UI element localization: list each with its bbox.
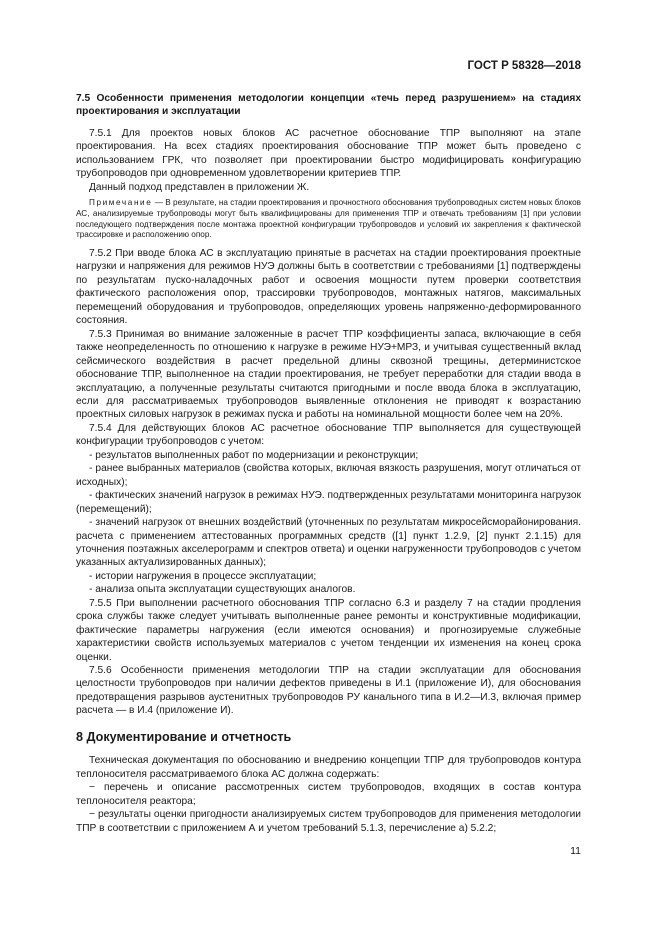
paragraph-7-5-2: 7.5.2 При вводе блока АС в эксплуатацию принятые в расчетах на стадии проектирования проектные нагрузки и напряжения для режимов НУЭ должны быть в соответствии с требованиями [1] подтверждены по результатам пуско-наладочных работ и освоения мощности путем проверки соответствия фактического расположения опор, трассировки трубопроводов, монтажных натягов, максимальных перемещений оборудования и трубопроводов, определяющих уровень напряженно-деформированного состояния. [76, 247, 581, 327]
note [76, 198, 581, 241]
paragraph-7-5-1-cont: Данный подход представлен в приложении Ж. [89, 181, 310, 193]
section-7-5-heading: 7.5 Особенности применения методологии концепции «течь перед разрушением» на стадиях проектирования и эксплуатации [76, 93, 581, 118]
note-label: Примечание [89, 198, 153, 208]
doc-code-header: ГОСТ Р 58328—2018 [467, 60, 581, 72]
list-item: - ранее выбранных материалов (свойства которых, включая вязкость разрушения, могут отличаться от исходных); [76, 463, 581, 488]
paragraph-7-5-1: 7.5.1 Для проектов новых блоков АС расчетное обоснование ТПР выполняют на этапе проектирования. На всех стадиях проектирования обоснование ТПР может быть проведено с использованием ГРК, что позволяет при проектировании быстро модифицировать конфигурацию трубопроводов при одновременном удовлетворении критериев ТПР. [76, 127, 581, 180]
list-item: − результаты оценки пригодности анализируемых систем трубопроводов для применения методологии ТПР в соответствии с приложением А и учетом требований 5.1.3, перечисление а) 5.2.2; [76, 809, 581, 834]
list-item: - анализа опыта эксплуатации существующих аналогов. [89, 584, 356, 596]
list-item: - фактических значений нагрузок в режимах НУЭ. подтвержденных результатами мониторинга нагрузок (перемещений); [76, 490, 581, 515]
note-text: — В результате, на стадии проектирования и прочностного обоснования трубопроводных систем новых блоков АС, анализируемые трубопроводы могут быть квалифицированы для применения ТПР и отвечать требованиям [1] при условии последующего подтверждения после монтажа проектной конфигурации трубопроводов и условий их закрепления к фактической трассировке и расположению опор. [76, 198, 581, 240]
page-content [76, 92, 581, 835]
section-8-heading: 8 Документирование и отчетность [76, 729, 292, 744]
paragraph-7-5-6: 7.5.6 Особенности применения методологии ТПР на стадии эксплуатации для обоснования целостности трубопроводов при наличии дефектов приведены в И.1 (приложение И), для обоснования предотвращения разрывов аустенитных трубопроводов РУ канального типа в И.2—И.3, включая пример расчета — в И.4 (приложение И). [76, 665, 581, 717]
section-8-intro: Техническая документация по обоснованию и внедрению концепции ТПР для трубопроводов контура теплоносителя рассматриваемого блока АС должна содержать: [76, 755, 581, 780]
paragraph-7-5-5: 7.5.5 При выполнении расчетного обоснования ТПР согласно 6.3 и разделу 7 на стадии продления срока службы также следует учитывать выполненные ранее ремонты и конструктивные модификации, фактические параметры нагружения (если имеются основания) и прогнозируемые служебные характеристики свойств используемых материалов с учетом тенденции их изменения на конец срока оценки. [76, 597, 581, 663]
list-item: − перечень и описание рассмотренных систем трубопроводов, входящих в состав контура теплоносителя реактора; [76, 782, 581, 807]
paragraph-7-5-3: 7.5.3 Принимая во внимание заложенные в расчет ТПР коэффициенты запаса, включающие в себя также неопределенность по отношению к нагрузке в режиме НУЭ+МРЗ, и учитывая существенный вклад сейсмического воздействия в расчет предельной длины сквозной трещины, детерминистское обоснование ТПР, выполненное на стадии проектирования, не требует переработки для стадии ввода в эксплуатацию, а полученные результаты считаются пригодными и после ввода блока в эксплуатацию, если для рассматриваемых трубопроводов выявленные отклонения не приводят к возрастанию проектных силовых нагрузок в режимах пуска и работы на номинальной мощности более чем на 20%. [76, 328, 581, 421]
list-item: - значений нагрузок от внешних воздействий (уточненных по результатам микросейсморайонирования. расчета с применением аттестованных программных средств ([1] пункт 1.2.9, [2] пункт 2.1.15) для уточнения поэтажных акселерограмм и спектров ответа) и оценки нагруженности трубопроводов с учетом указанных актуализированных данных); [76, 517, 581, 569]
paragraph-7-5-4: 7.5.4 Для действующих блоков АС расчетное обоснование ТПР выполняется для существующей конфигурации трубопроводов с учетом: [76, 422, 581, 448]
page-number: 11 [570, 845, 581, 857]
list-item: - результатов выполненных работ по модернизации и реконструкции; [89, 449, 419, 461]
list-item: - истории нагружения в процессе эксплуатации; [89, 570, 317, 582]
